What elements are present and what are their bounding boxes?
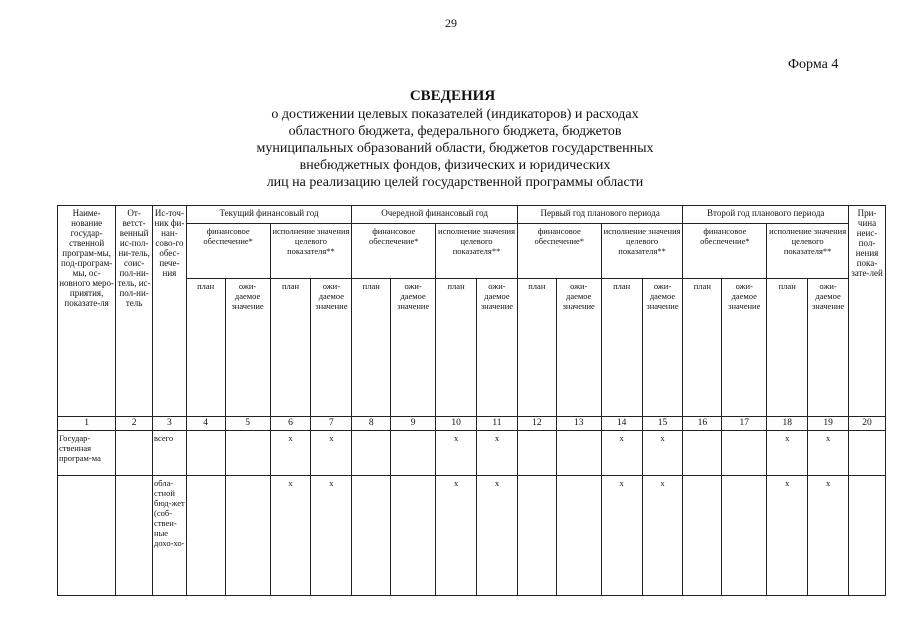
column-number: 2 — [116, 417, 153, 431]
row-name: Государ-ственная програм-ма — [58, 431, 116, 476]
budget-table — [57, 205, 886, 596]
row-cell: х — [311, 431, 352, 476]
column-number: 1 — [58, 417, 116, 431]
subtitle-line: о достижении целевых показателей (индикаторов) и расходах — [271, 107, 639, 122]
header-plan: план — [352, 279, 391, 417]
row-cell: х — [808, 431, 849, 476]
table-row — [58, 476, 886, 596]
row-cell — [722, 431, 767, 476]
column-number: 20 — [849, 417, 886, 431]
header-plan: план — [683, 279, 722, 417]
row-cell — [225, 476, 270, 596]
header-reason: При-чина неис-пол-нения пока-зате-лей — [849, 206, 886, 417]
header-expected: ожи-даемое значение — [722, 279, 767, 417]
row-cell: х — [270, 476, 311, 596]
row-cell — [517, 476, 556, 596]
header-financing: финансовое обеспечение* — [186, 224, 270, 279]
row-name — [58, 476, 116, 596]
header-expected: ожи-даемое значение — [556, 279, 601, 417]
row-cell: х — [808, 476, 849, 596]
header-execution: исполнение значения целевого показателя** — [436, 224, 518, 279]
column-number: 8 — [352, 417, 391, 431]
column-number: 18 — [767, 417, 808, 431]
subtitle-line: муниципальных образований области, бюджетов государственных — [256, 141, 654, 156]
page-number: 29 — [445, 16, 457, 30]
column-number: 9 — [391, 417, 436, 431]
column-number: 17 — [722, 417, 767, 431]
header-expected: ожи-даемое значение — [225, 279, 270, 417]
row-cell — [683, 431, 722, 476]
row-cell — [186, 476, 225, 596]
header-expected: ожи-даемое значение — [311, 279, 352, 417]
column-number: 5 — [225, 417, 270, 431]
row-responsible — [116, 476, 153, 596]
header-financing: финансовое обеспечение* — [352, 224, 436, 279]
header-plan: план — [186, 279, 225, 417]
header-plan: план — [270, 279, 311, 417]
row-cell — [391, 431, 436, 476]
header-plan: план — [601, 279, 642, 417]
header-plan: план — [436, 279, 477, 417]
header-year: Первый год планового периода — [517, 206, 683, 224]
column-number: 19 — [808, 417, 849, 431]
row-cell: х — [270, 431, 311, 476]
row-cell: х — [767, 476, 808, 596]
row-cell — [186, 431, 225, 476]
header-responsible: От-ветст-венный ис-пол-ни-тель, соис-пол-ни-тель, ис-пол-ни-тель — [116, 206, 153, 417]
header-plan: план — [767, 279, 808, 417]
column-number: 15 — [642, 417, 683, 431]
header-expected: ожи-даемое значение — [477, 279, 518, 417]
column-number: 12 — [517, 417, 556, 431]
row-cell — [517, 431, 556, 476]
form-label: Форма 4 — [788, 57, 839, 72]
header-plan: план — [517, 279, 556, 417]
row-cell — [391, 476, 436, 596]
table-row — [58, 431, 886, 476]
header-expected: ожи-даемое значение — [391, 279, 436, 417]
column-number: 14 — [601, 417, 642, 431]
header-execution: исполнение значения целевого показателя** — [270, 224, 352, 279]
row-cell: х — [477, 431, 518, 476]
row-source: всего — [153, 431, 187, 476]
row-cell — [225, 431, 270, 476]
header-source: Ис-точ-ник фи-нан-сово-го обес-пече-ния — [153, 206, 187, 417]
header-expected: ожи-даемое значение — [642, 279, 683, 417]
subtitle-line: внебюджетных фондов, физических и юридических — [299, 158, 611, 173]
row-cell: х — [436, 431, 477, 476]
row-cell: х — [601, 431, 642, 476]
subtitle-line: лиц на реализацию целей государственной программы области — [266, 175, 644, 190]
row-responsible — [116, 431, 153, 476]
column-number: 10 — [436, 417, 477, 431]
row-cell: х — [311, 476, 352, 596]
row-source: обла-стной бюд-жет (соб-ствен-ные дохо-хо- — [153, 476, 187, 596]
row-cell — [722, 476, 767, 596]
subtitle-line: областного бюджета, федерального бюджета, бюджетов — [288, 124, 622, 139]
column-number: 11 — [477, 417, 518, 431]
row-cell: х — [601, 476, 642, 596]
header-year: Второй год планового периода — [683, 206, 849, 224]
row-cell — [352, 431, 391, 476]
column-number: 7 — [311, 417, 352, 431]
column-number: 6 — [270, 417, 311, 431]
header-expected: ожи-даемое значение — [808, 279, 849, 417]
row-cell — [352, 476, 391, 596]
column-number: 16 — [683, 417, 722, 431]
header-name: Наиме-нование государ-ственной програм-мы, под-програм-мы, ос-новного меро-приятия, показате-ля — [58, 206, 116, 417]
row-cell: х — [436, 476, 477, 596]
header-financing: финансовое обеспечение* — [517, 224, 601, 279]
row-reason — [849, 431, 886, 476]
column-number: 3 — [153, 417, 187, 431]
row-reason — [849, 476, 886, 596]
header-year: Текущий финансовый год — [186, 206, 352, 224]
column-number: 13 — [556, 417, 601, 431]
header-year: Очередной финансовый год — [352, 206, 518, 224]
row-cell — [683, 476, 722, 596]
header-financing: финансовое обеспечение* — [683, 224, 767, 279]
row-cell — [556, 476, 601, 596]
row-cell — [556, 431, 601, 476]
header-execution: исполнение значения целевого показателя** — [767, 224, 849, 279]
row-cell: х — [767, 431, 808, 476]
row-cell: х — [642, 476, 683, 596]
row-cell: х — [477, 476, 518, 596]
header-execution: исполнение значения целевого показателя** — [601, 224, 683, 279]
column-number: 4 — [186, 417, 225, 431]
document-subtitle — [200, 106, 710, 191]
document-title: СВЕДЕНИЯ — [409, 88, 496, 104]
row-cell: х — [642, 431, 683, 476]
